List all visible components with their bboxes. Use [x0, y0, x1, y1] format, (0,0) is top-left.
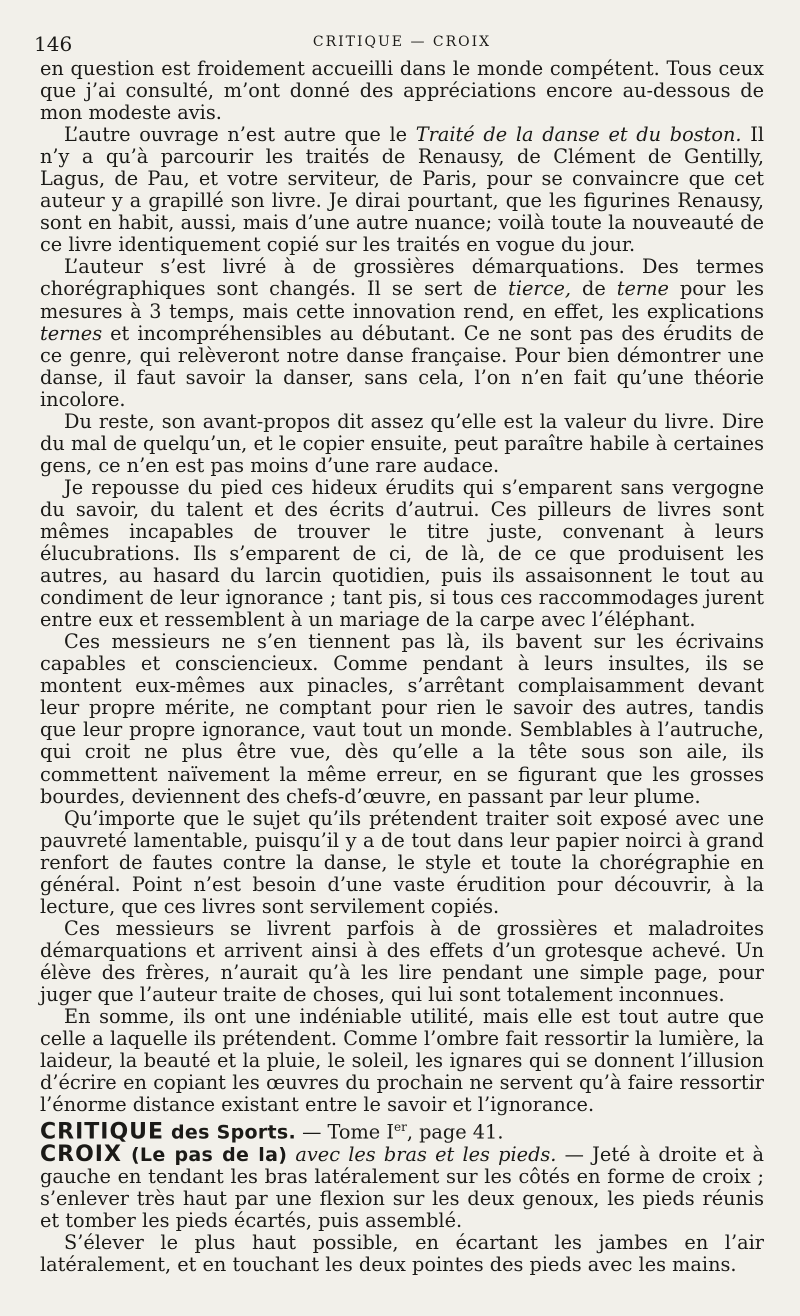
dictionary-entry: [40, 1232, 764, 1276]
prose-section: [40, 58, 764, 1116]
paragraph: [40, 808, 764, 918]
text-run: et incompréhensibles au débutant. Ce ne sont pas des érudits de ce genre, qui relèveront notre danse française. Pour bien démontrer une danse, il faut savoir la danser, sans cela, l’on n’en fait qu’une théorie incolore.: [40, 321, 764, 411]
text-run: — Jeté à droite et à gauche en tendant les bras latéralement sur les côtés en forme de croix ; s’enlever très haut par une flexion sur les deux genoux, les pieds réunis et tomber les pieds écartés, puis assemblé.: [40, 1142, 764, 1232]
text-run: Du reste, son avant-propos dit assez qu’elle est la valeur du livre. Dire du mal de quelqu’un, et le copier ensuite, peut paraître habile à certaines gens, ce n’en est pas moins d’une rare audace.: [40, 409, 764, 477]
entry-headword: CROIX: [40, 1141, 122, 1167]
paragraph: [40, 411, 764, 477]
text-run: , page 41.: [406, 1120, 504, 1144]
entry-headword: CRITIQUE: [40, 1119, 165, 1145]
entry-subhead: (Le pas de la): [121, 1143, 288, 1166]
text-run: S’élever le plus haut possible, en écartant les jambes en l’air latéralement, et en touchant les deux pointes des pieds avec les mains.: [40, 1230, 764, 1276]
paragraph: [40, 58, 764, 124]
text-run: L’auteur s’est livré à de grossières démarquations. Des termes chorégraphiques sont changés. Il se sert de: [40, 255, 764, 301]
paragraph: [40, 124, 764, 256]
dictionary-entry: [40, 1141, 764, 1232]
superscript: er: [393, 1120, 407, 1135]
text-run: en question est froidement accueilli dans le monde compétent. Tous ceux que j’ai consulté, m’ont donné des appréciations encore au-dessous de mon modeste avis.: [40, 57, 764, 125]
paragraph: [40, 631, 764, 807]
paragraph: [40, 477, 764, 631]
text-run: L’autre ouvrage n’est autre que le: [64, 123, 416, 147]
italic-text: ternes: [40, 321, 103, 345]
entry-subhead: des Sports.: [164, 1121, 297, 1144]
italic-text: terne: [616, 277, 669, 301]
running-title: CRITIQUE — CROIX: [312, 34, 492, 50]
italic-text: tierce,: [508, 277, 571, 301]
italic-text: avec les bras et les pieds.: [295, 1142, 557, 1166]
text-run: — Tome I: [296, 1120, 394, 1144]
text-run: En somme, ils ont une indéniable utilité, mais elle est tout autre que celle a laquelle ils prétendent. Comme l’ombre fait ressortir la lumière, la laideur, la beauté et la pluie, le soleil, les ignares qui se donnent l’illusion d’écrire en copiant les œuvres du prochain ne servent qu’à faire ressortir l’énorme distance existant entre le savoir et l’ignorance.: [40, 1005, 764, 1117]
paragraph: [40, 918, 764, 1006]
running-head: [34, 30, 764, 58]
page-number: 146: [34, 32, 73, 56]
body-text: [40, 58, 764, 1276]
text-run: Ces messieurs ne s’en tiennent pas là, ils bavent sur les écrivains capables et consciencieux. Comme pendant à leurs insultes, ils se montent eux-mêmes aux pinacles, s’arrêtant complaisamment devant leur propre mérite, ne comptant pour rien le savoir des autres, tandis que leur propre ignorance, vaut tout un monde. Semblables à l’autruche, qui croit ne plus être vue, dès qu’elle a la tête sous son aile, ils commettent naïvement la même erreur, en se figurant que les grosses bourdes, deviennent des chefs-d’œuvre, en passant par leur plume.: [40, 630, 764, 808]
italic-text: Traité de la danse et du boston.: [415, 123, 742, 147]
text-run: de: [571, 277, 617, 301]
text-run: pour les mesures à 3 temps, mais cette innovation rend, en effet, les explications: [40, 277, 764, 323]
dictionary-entries: [40, 1116, 764, 1276]
paragraph: [40, 256, 764, 410]
dictionary-entry: [40, 1116, 764, 1143]
text-run: Qu’importe que le sujet qu’ils prétendent traiter soit exposé avec une pauvreté lamentable, puisqu’il y a de tout dans leur papier noirci à grand renfort de fautes contre la danse, le style et toute la chorégraphie en général. Point n’est besoin d’une vaste érudition pour découvrir, à la lecture, que ces livres sont servilement copiés.: [40, 806, 764, 918]
text-run: Je repousse du pied ces hideux érudits qui s’emparent sans vergogne du savoir, du talent et des écrits d’autrui. Ces pilleurs de livres sont mêmes incapables de trouver le titre juste, convenant à leurs élucubrations. Ils s’emparent de ci, de là, de ce que produisent les autres, au hasard du larcin quotidien, puis ils assaisonnent le tout au condiment de leur ignorance ; tant pis, si tous ces raccommodages jurent entre eux et ressemblent à un mariage de la carpe avec l’éléphant.: [40, 475, 764, 632]
text-run: Il n’y a qu’à parcourir les traités de Renausy, de Clément de Gentilly, Lagus, de Pau, et votre serviteur, de Paris, pour se convaincre que cet auteur y a grapillé son livre. Je dirai pourtant, que les figurines Renausy, sont en habit, aussi, mais d’une autre nuance; voilà toute la nouveauté de ce livre identiquement copié sur les traités en vogue du jour.: [40, 123, 764, 257]
text-run: Ces messieurs se livrent parfois à de grossières et maladroites démarquations et arrivent ainsi à des effets d’un grotesque achevé. Un élève des frères, n’aurait qu’à les lire pendant une simple page, pour juger que l’auteur traite de choses, qui lui sont totalement inconnues.: [40, 916, 764, 1006]
paragraph: [40, 1006, 764, 1116]
